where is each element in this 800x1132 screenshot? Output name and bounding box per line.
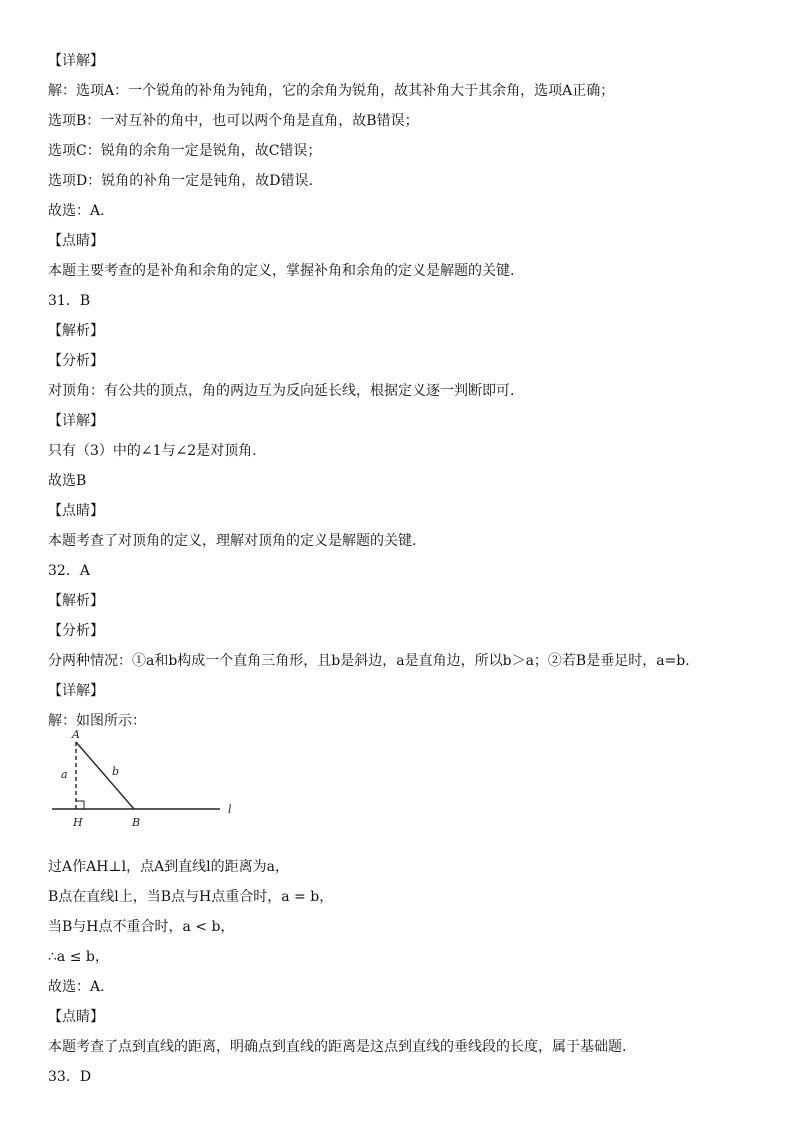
- solution-line: 选项C：锐角的余角一定是锐角，故C错误；: [48, 143, 322, 159]
- question-number: 33．D: [48, 1069, 92, 1085]
- label-l: l: [228, 803, 232, 816]
- section-detail-heading: 【详解】: [48, 413, 104, 429]
- label-H: H: [73, 816, 83, 828]
- label-a: a: [61, 768, 68, 781]
- section-comment-heading: 【点睛】: [48, 1009, 104, 1025]
- answer-line: 故选：A.: [48, 203, 105, 219]
- solution-line: 选项D：锐角的补角一定是钝角，故D错误.: [48, 173, 313, 189]
- right-angle-mark: [76, 801, 84, 809]
- section-comment-heading: 【点睛】: [48, 233, 104, 249]
- geometry-figure: [48, 728, 248, 828]
- analysis-text: 对顶角：有公共的顶点，角的两边互为反向延长线，根据定义逐一判断即可.: [48, 383, 515, 399]
- solution-line: 只有（3）中的∠1与∠2是对顶角.: [48, 443, 257, 459]
- comment-text: 本题考查了对顶角的定义，理解对顶角的定义是解题的关键.: [48, 533, 417, 549]
- segment-AB: [76, 742, 134, 809]
- question-number: 31．B: [48, 293, 91, 309]
- label-A: A: [72, 728, 80, 741]
- section-breakdown-heading: 【分析】: [48, 353, 104, 369]
- question-number: 32．A: [48, 563, 90, 579]
- solution-line: B点在直线l上，当B点与H点重合时，a = b，: [48, 889, 334, 905]
- section-analysis-heading: 【解析】: [48, 323, 104, 339]
- section-comment-heading: 【点睛】: [48, 503, 104, 519]
- answer-line: 故选B: [48, 473, 87, 489]
- section-analysis-heading: 【解析】: [48, 593, 104, 609]
- analysis-text: 分两种情况：①a和b构成一个直角三角形，且b是斜边，a是直角边，所以b＞a；②若B是垂足时，a=b.: [48, 653, 690, 669]
- solution-line: 当B与H点不重合时，a < b，: [48, 919, 235, 935]
- comment-text: 本题主要考查的是补角和余角的定义，掌握补角和余角的定义是解题的关键.: [48, 263, 515, 279]
- comment-text: 本题考查了点到直线的距离，明确点到直线的距离是这点到直线的垂线段的长度，属于基础题.: [48, 1039, 627, 1055]
- section-breakdown-heading: 【分析】: [48, 623, 104, 639]
- answer-line: 故选：A.: [48, 979, 105, 995]
- solution-line: 解：如图所示：: [48, 713, 146, 729]
- label-b: b: [112, 765, 120, 778]
- section-detail-heading: 【详解】: [48, 53, 104, 69]
- section-detail-heading: 【详解】: [48, 683, 104, 699]
- label-B: B: [132, 816, 141, 828]
- solution-line: 选项B：一对互补的角中，也可以两个角是直角，故B错误；: [48, 113, 419, 129]
- solution-line: 解：选项A：一个锐角的补角为钝角，它的余角为锐角，故其补角大于其余角，选项A正确；: [48, 83, 615, 99]
- solution-line: ∴a ≤ b，: [48, 949, 109, 965]
- solution-line: 过A作AH⊥l，点A到直线l的距离为a，: [48, 859, 290, 875]
